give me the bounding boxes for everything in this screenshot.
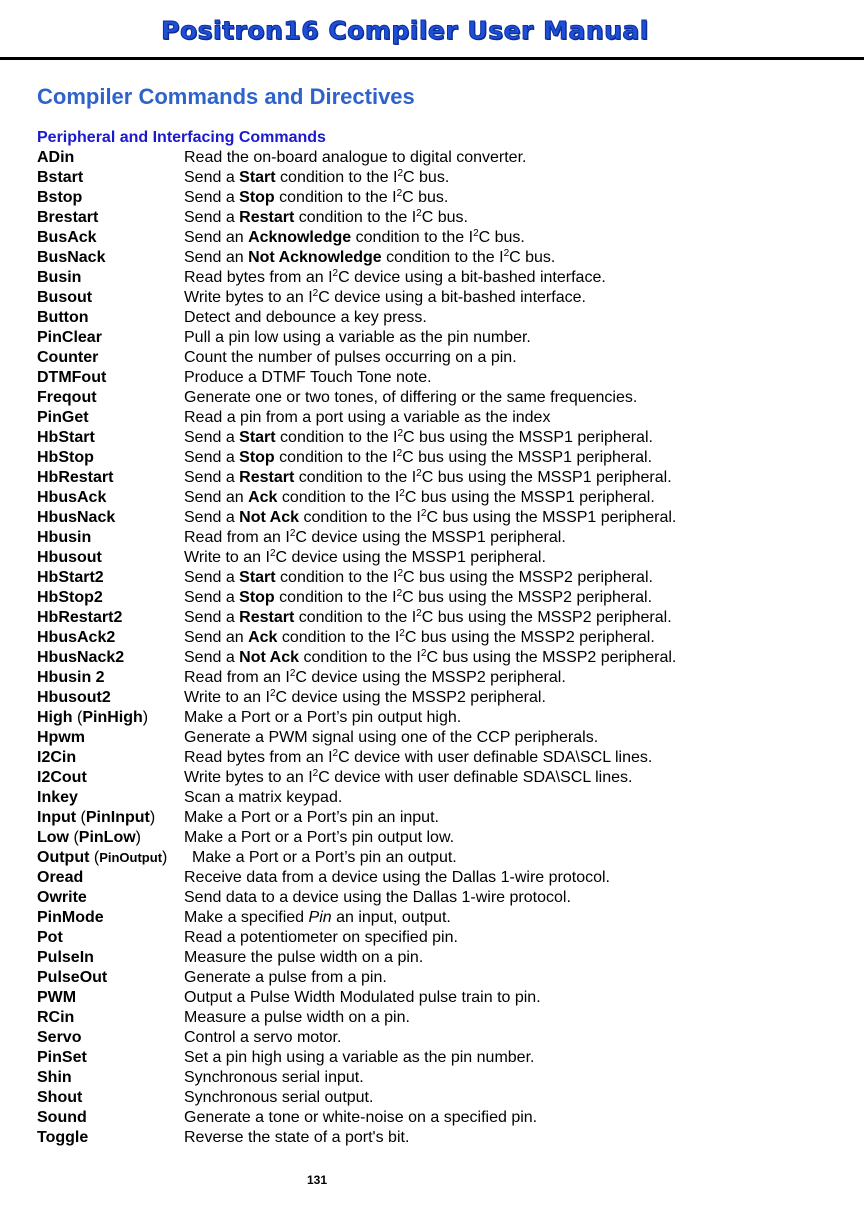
command-row — [37, 768, 837, 788]
command-row — [37, 328, 837, 348]
command-row — [37, 288, 837, 308]
command-name: Shin — [37, 1069, 72, 1086]
command-name: Hbusin — [37, 529, 92, 546]
command-description: Make a Port or a Port’s pin an output. — [192, 849, 457, 866]
command-name: HbusAck2 — [37, 629, 116, 646]
command-name: Freqout — [37, 389, 97, 406]
command-row — [37, 548, 837, 568]
command-row — [37, 428, 837, 448]
command-row — [37, 1108, 837, 1128]
command-name: Input (PinInput) — [37, 809, 156, 826]
command-row — [37, 688, 837, 708]
command-description: Write to an $I^2C$ device using the MSSP2 peripheral. — [184, 688, 546, 706]
command-row — [37, 508, 837, 528]
command-row — [37, 1088, 837, 1108]
command-row — [37, 488, 837, 508]
command-description: Send a Start condition to the $I^2C$ bus. — [184, 168, 450, 186]
command-description: Send a Stop condition to the $I^2C$ bus using the MSSP1 peripheral. — [184, 448, 653, 466]
command-description: Send a Restart condition to the $I^2C$ bus using the MSSP2 peripheral. — [184, 608, 672, 626]
command-name: Owrite — [37, 889, 87, 906]
command-name: Brestart — [37, 209, 99, 226]
command-row — [37, 168, 837, 188]
command-description: Send a Restart condition to the $I^2C$ bus. — [184, 208, 468, 226]
command-row — [37, 708, 837, 728]
command-description: Control a servo motor. — [184, 1029, 342, 1046]
command-name: Shout — [37, 1089, 83, 1106]
command-name: DTMFout — [37, 369, 107, 386]
command-description: Read a potentiometer on specified pin. — [184, 929, 458, 946]
command-description: Send a Start condition to the $I^2C$ bus using the MSSP2 peripheral. — [184, 568, 653, 586]
command-row — [37, 468, 837, 488]
command-row — [37, 248, 837, 268]
command-name: PulseIn — [37, 949, 94, 966]
command-description: Make a Port or a Port’s pin an input. — [184, 809, 439, 826]
command-name: Hbusin 2 — [37, 669, 105, 686]
command-description: Send an Not Acknowledge condition to the $I^2C$ bus. — [184, 248, 556, 266]
command-name: HbusAck — [37, 489, 107, 506]
command-row — [37, 408, 837, 428]
command-description: Read bytes from an $I^2C$ device with user definable SDA\SCL lines. — [184, 748, 653, 766]
command-row — [37, 308, 837, 328]
command-row — [37, 348, 837, 368]
command-row — [37, 1008, 837, 1028]
command-description: Write bytes to an $I^2C$ device using a bit-bashed interface. — [184, 288, 586, 306]
command-name: HbStart2 — [37, 569, 104, 586]
command-row — [37, 728, 837, 748]
command-name: HbusNack2 — [37, 649, 125, 666]
command-description: Send a Not Ack condition to the $I^2C$ bus using the MSSP1 peripheral. — [184, 508, 677, 526]
command-row — [37, 668, 837, 688]
command-name: HbStart — [37, 429, 95, 446]
command-name: Inkey — [37, 789, 78, 806]
header-divider — [0, 57, 864, 60]
command-name: BusAck — [37, 229, 97, 246]
command-description: Generate a PWM signal using one of the CCP peripherals. — [184, 729, 599, 746]
command-name: Busout — [37, 289, 93, 306]
command-name: Bstart — [37, 169, 84, 186]
command-name: BusNack — [37, 249, 106, 266]
command-description: Send an Ack condition to the $I^2C$ bus using the MSSP2 peripheral. — [184, 628, 655, 646]
command-row — [37, 648, 837, 668]
command-row — [37, 188, 837, 208]
command-name: PinClear — [37, 329, 102, 346]
page-number: 131 — [306, 1173, 328, 1187]
command-description: Send a Stop condition to the $I^2C$ bus using the MSSP2 peripheral. — [184, 588, 653, 606]
command-row — [37, 968, 837, 988]
command-row — [37, 808, 837, 828]
command-name: PulseOut — [37, 969, 108, 986]
manual-header-title: Positron16 Compiler User Manual — [161, 16, 649, 45]
command-description: Output a Pulse Width Modulated pulse train to pin. — [184, 989, 541, 1006]
command-row — [37, 588, 837, 608]
command-alias: PinLow — [78, 829, 136, 846]
command-name: I2Cin — [37, 749, 77, 766]
command-description: Measure a pulse width on a pin. — [184, 1009, 410, 1026]
command-name: Bstop — [37, 189, 83, 206]
command-description: Synchronous serial input. — [184, 1069, 364, 1086]
command-name: Counter — [37, 349, 99, 366]
command-name: HbRestart2 — [37, 609, 123, 626]
command-name: HbusNack — [37, 509, 116, 526]
command-name: Hpwm — [37, 729, 85, 746]
command-row — [37, 228, 837, 248]
command-description: Set a pin high using a variable as the pin number. — [184, 1049, 535, 1066]
command-row — [37, 888, 837, 908]
command-description: Send a Not Ack condition to the $I^2C$ bus using the MSSP2 peripheral. — [184, 648, 677, 666]
command-description: Send a Start condition to the $I^2C$ bus using the MSSP1 peripheral. — [184, 428, 653, 446]
command-name: Hbusout — [37, 549, 102, 566]
command-description: Generate one or two tones, of differing or the same frequencies. — [184, 389, 638, 406]
command-row — [37, 368, 837, 388]
command-description: Synchronous serial output. — [184, 1089, 374, 1106]
command-row — [37, 608, 837, 628]
command-name: PWM — [37, 989, 77, 1006]
command-description: Reverse the state of a port's bit. — [184, 1129, 410, 1146]
command-name: PinMode — [37, 909, 104, 926]
command-row — [37, 788, 837, 808]
command-description: Read a pin from a port using a variable as the index — [184, 409, 551, 426]
command-name: RCin — [37, 1009, 75, 1026]
command-description: Make a specified Pin an input, output. — [184, 909, 451, 926]
command-description: Make a Port or a Port’s pin output high. — [184, 709, 462, 726]
page-title: Compiler Commands and Directives — [37, 84, 415, 109]
command-description: Generate a tone or white-noise on a specified pin. — [184, 1109, 538, 1126]
command-row — [37, 528, 837, 548]
command-row — [37, 1128, 837, 1148]
command-description: Pull a pin low using a variable as the pin number. — [184, 329, 531, 346]
command-row — [37, 828, 837, 848]
command-row — [37, 568, 837, 588]
command-row — [37, 848, 837, 868]
command-name: Low (PinLow) — [37, 829, 141, 846]
command-description: Count the number of pulses occurring on a pin. — [184, 349, 517, 366]
command-description: Read from an $I^2C$ device using the MSSP2 peripheral. — [184, 668, 566, 686]
command-name: ADin — [37, 149, 75, 166]
command-description: Make a Port or a Port’s pin output low. — [184, 829, 455, 846]
command-description: Scan a matrix keypad. — [184, 789, 343, 806]
command-description: Send an Acknowledge condition to the $I^2C$ bus. — [184, 228, 525, 246]
command-row — [37, 868, 837, 888]
command-description: Send a Stop condition to the $I^2C$ bus. — [184, 188, 449, 206]
command-name: HbStop — [37, 449, 94, 466]
command-row — [37, 628, 837, 648]
command-alias: PinInput — [85, 809, 150, 826]
command-description: Send a Restart condition to the $I^2C$ bus using the MSSP1 peripheral. — [184, 468, 672, 486]
section-heading: Peripheral and Interfacing Commands — [37, 129, 326, 146]
command-row — [37, 748, 837, 768]
command-description: Detect and debounce a key press. — [184, 309, 427, 326]
command-name: Button — [37, 309, 89, 326]
command-name: HbRestart — [37, 469, 114, 486]
command-name: Hbusout2 — [37, 689, 111, 706]
command-description: Generate a pulse from a pin. — [184, 969, 387, 986]
command-row — [37, 928, 837, 948]
command-row — [37, 988, 837, 1008]
command-name: I2Cout — [37, 769, 87, 786]
command-description: Receive data from a device using the Dallas 1-wire protocol. — [184, 869, 610, 886]
command-description: Measure the pulse width on a pin. — [184, 949, 424, 966]
command-row — [37, 388, 837, 408]
command-row — [37, 908, 837, 928]
command-description: Write bytes to an $I^2C$ device with user definable SDA\SCL lines. — [184, 768, 633, 786]
command-description: Read from an $I^2C$ device using the MSSP1 peripheral. — [184, 528, 566, 546]
command-alias: PinOutput — [99, 850, 163, 865]
command-row — [37, 148, 837, 168]
command-alias: PinHigh — [82, 709, 143, 726]
command-row — [37, 208, 837, 228]
command-name: Servo — [37, 1029, 82, 1046]
command-name: PinSet — [37, 1049, 87, 1066]
command-row — [37, 1068, 837, 1088]
command-row — [37, 268, 837, 288]
command-row — [37, 948, 837, 968]
command-name: PinGet — [37, 409, 89, 426]
command-row — [37, 448, 837, 468]
command-name: Sound — [37, 1109, 87, 1126]
command-name: Toggle — [37, 1129, 89, 1146]
command-list — [37, 148, 837, 1148]
command-name: Oread — [37, 869, 84, 886]
command-name: High (PinHigh) — [37, 709, 149, 726]
command-name: Output (PinOutput) — [37, 849, 168, 866]
command-description: Send data to a device using the Dallas 1-wire protocol. — [184, 889, 571, 906]
command-description: Read bytes from an $I^2C$ device using a bit-bashed interface. — [184, 268, 606, 286]
command-row — [37, 1048, 837, 1068]
command-name: Busin — [37, 269, 82, 286]
command-description: Write to an $I^2C$ device using the MSSP1 peripheral. — [184, 548, 546, 566]
command-description: Read the on-board analogue to digital converter. — [184, 149, 527, 166]
command-name: HbStop2 — [37, 589, 103, 606]
command-name: Pot — [37, 929, 63, 946]
command-description: Send an Ack condition to the $I^2C$ bus using the MSSP1 peripheral. — [184, 488, 655, 506]
command-description: Produce a DTMF Touch Tone note. — [184, 369, 432, 386]
command-row — [37, 1028, 837, 1048]
